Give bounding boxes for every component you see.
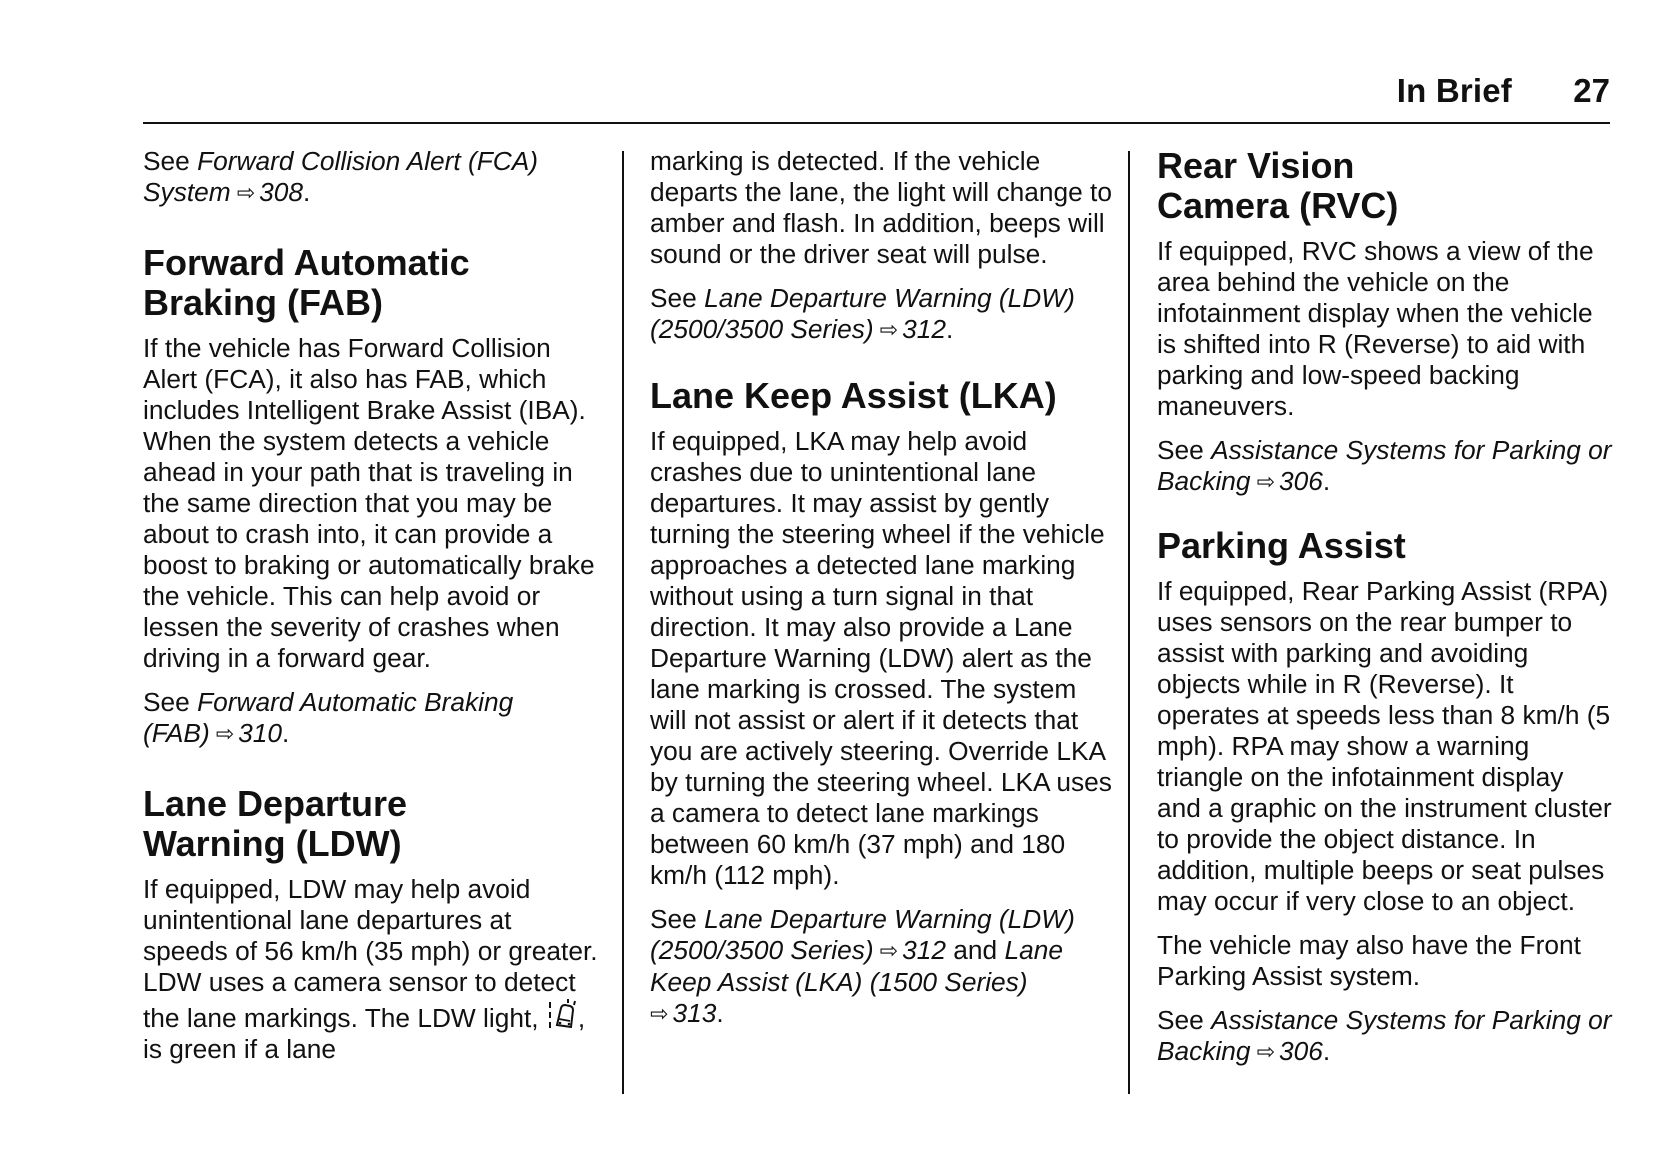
lka-see-also: See Lane Departure Warning (LDW) (2500/3500 Series) ⇨ 312 and Lane Keep Assist (LKA) (1500 Series) ⇨ 313. [650, 904, 1075, 1028]
fca-page-link[interactable]: 308 [259, 177, 304, 207]
fab-page-link[interactable]: 310 [238, 718, 283, 748]
lka-reference-link-2[interactable]: Lane Keep Assist (LKA) (1500 Series) [650, 935, 1064, 997]
lka-body: If equipped, LKA may help avoid crashes due to unintentional lane departures. It may assist by gently turning the steering wheel if the vehicle approaches a detected lane marking without using a turn signal in that direction. It may also provide a Lane Departure Warning (LDW) alert as the lane marking is crossed. The system will not assist or alert if it detects that you are actively steering. Override LKA by turning the steering wheel. LKA uses a camera to detect lane markings between 60 km/h (37 mph) and 180 km/h (112 mph). [650, 426, 1112, 890]
ldw-reference-link[interactable]: Lane Departure Warning (LDW) (2500/3500 Series) [650, 283, 1075, 344]
lka-page-link-2[interactable]: 313 [672, 998, 717, 1028]
xref-arrow-icon: ⇨ [879, 938, 899, 963]
xref-arrow-icon: ⇨ [215, 721, 235, 746]
section-title: In Brief [1396, 72, 1512, 109]
front-parking-assist-note: The vehicle may also have the Front Parking Assist system. [1157, 930, 1581, 991]
page-header [143, 66, 1610, 124]
ldw-see-also: See Lane Departure Warning (LDW) (2500/3500 Series) ⇨ 312. [650, 283, 1075, 344]
parking-assist-see-also: See Assistance Systems for Parking or Backing ⇨ 306. [1157, 1005, 1612, 1066]
lane-departure-warning-icon [546, 998, 578, 1030]
rvc-see-also: See Assistance Systems for Parking or Backing ⇨ 306. [1157, 435, 1612, 496]
ldw-heading: Lane Departure Warning (LDW) [143, 783, 408, 864]
page-number: 27 [1573, 72, 1610, 109]
parking-assist-page-link[interactable]: 306 [1279, 1036, 1323, 1066]
ldw-body-continued: marking is detected. If the vehicle departs the lane, the light will change to amber and flash. In addition, beeps will sound or the driver seat will pulse. [650, 146, 1112, 269]
xref-arrow-icon: ⇨ [236, 180, 256, 205]
xref-arrow-icon: ⇨ [1256, 1039, 1275, 1064]
rvc-page-link[interactable]: 306 [1279, 466, 1323, 496]
fca-reference-link[interactable]: Forward Collision Alert (FCA) System [143, 146, 539, 207]
rvc-body: If equipped, RVC shows a view of the area behind the vehicle on the infotainment display when the vehicle is shifted into R (Reverse) to aid with parking and low-speed backing maneuvers. [1157, 236, 1594, 421]
rvc-heading: Rear Vision Camera (RVC) [1157, 145, 1399, 226]
fab-body: If the vehicle has Forward Collision Alert (FCA), it also has FAB, which includes Intelligent Brake Assist (IBA). When the system detects a vehicle ahead in your path that is traveling in the same direction that you may be about to crash into, it can provide a boost to braking or automatically brake the vehicle. This can help avoid or lessen the severity of crashes when driving in a forward gear. [143, 333, 595, 673]
column-divider [1128, 151, 1130, 1094]
parking-assist-heading: Parking Assist [1157, 525, 1406, 566]
ldw-body: If equipped, LDW may help avoid unintentional lane departures at speeds of 56 km/h (35 mph) or greater. LDW uses a camera sensor to detect the lane markings. The LDW light, , is green if a lane [143, 874, 598, 1064]
fab-see-also: See Forward Automatic Braking (FAB) ⇨ 310. [143, 687, 514, 748]
xref-arrow-icon: ⇨ [879, 317, 899, 342]
column-3 [1157, 146, 1613, 1081]
ldw-page-link[interactable]: 312 [902, 314, 946, 344]
column-divider [622, 151, 624, 1094]
fab-reference-link[interactable]: Forward Automatic Braking (FAB) [143, 687, 514, 748]
lka-reference-link-1[interactable]: Lane Departure Warning (LDW) (2500/3500 Series) [650, 904, 1075, 965]
xref-arrow-icon: ⇨ [1256, 469, 1275, 494]
fab-heading: Forward Automatic Braking (FAB) [143, 242, 470, 323]
column-1 [143, 146, 599, 1078]
column-2 [650, 146, 1112, 1043]
rvc-reference-link[interactable]: Assistance Systems for Parking or Backing [1157, 435, 1612, 496]
lka-heading: Lane Keep Assist (LKA) [650, 375, 1057, 416]
xref-arrow-icon: ⇨ [650, 1001, 669, 1026]
parking-assist-reference-link[interactable]: Assistance Systems for Parking or Backing [1157, 1005, 1612, 1066]
parking-assist-body: If equipped, Rear Parking Assist (RPA) uses sensors on the rear bumper to assist with parking and avoiding objects while in R (Reverse). It operates at speeds less than 8 km/h (5 mph). RPA may show a warning triangle on the infotainment display and a graphic on the instrument cluster to provide the object distance. In addition, multiple beeps or seat pulses may occur if very close to an object. [1157, 576, 1612, 916]
fca-see-also: See Forward Collision Alert (FCA) System ⇨ 308. [143, 146, 539, 207]
lka-page-link-1[interactable]: 312 [902, 935, 946, 965]
header-rule [143, 122, 1610, 124]
